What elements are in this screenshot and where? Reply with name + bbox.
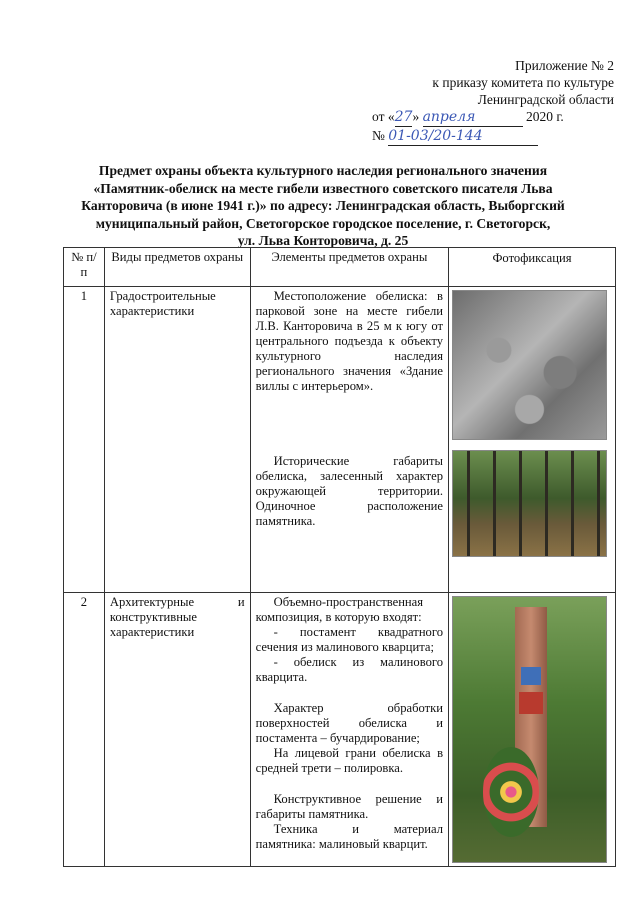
number-line: № 01-03/20-144 xyxy=(372,127,614,146)
appendix-number: Приложение № 2 xyxy=(515,58,614,73)
appendix-header xyxy=(354,57,614,146)
header-kind: Виды предметов охраны xyxy=(104,248,250,287)
row-kind: Архитектурные и конструктивные характеристики xyxy=(104,593,250,867)
header-elements: Элементы предметов охраны xyxy=(250,248,448,287)
document-title: Предмет охраны объекта культурного наследия регионального значения «Памятник-обелиск на месте гибели известного советского писателя Льва Канторовича (в июне 1941 г.)» по адресу: Ленинградская область, Выборгский муниципальный район, Светогорское городское поселение, г. Светогорск, ул. Льва Конторовича, д. 25 xyxy=(81,163,565,248)
row-elements: Местоположение обелиска: в парковой зоне на месте гибели Л.В. Канторовича в 25 м к югу от центрального подъезда к объекту культурного наследия регионального значения «Здание виллы с интерьером». Исторические габариты обелиска, залесенный характер окружающей территории. Одиночное расположение памятника. xyxy=(250,287,448,593)
protection-table xyxy=(63,247,616,867)
flower-wreath xyxy=(483,747,539,837)
row-number: 1 xyxy=(64,287,105,593)
date-line: от «27» апреля 2020 г. xyxy=(372,109,564,125)
obelisk-photo xyxy=(452,596,607,863)
order-line: к приказу комитета по культуре xyxy=(432,75,614,90)
row-photos xyxy=(449,593,616,867)
obelisk-plate-red xyxy=(519,692,543,714)
date-day: 27 xyxy=(394,109,413,125)
forest-photo xyxy=(452,450,607,557)
header-photo: Фотофиксация xyxy=(449,248,616,287)
region-line: Ленинградской области xyxy=(477,92,614,107)
date-year: 2020 г. xyxy=(525,109,564,124)
table-header-row xyxy=(64,248,616,287)
row-elements: Объемно-пространственная композиция, в которую входят: - постамент квадратного сечения из малинового кварцита; - обелиск из малинового кварцита. Характер обработки поверхностей обелиска и постамента – бучардирование; На лицевой грани обелиска в средней трети – полировка. Конструктивное решение и габариты памятника. Техника и материал памятника: малиновый кварцит. xyxy=(250,593,448,867)
date-month: апреля xyxy=(423,109,523,127)
table-row xyxy=(64,593,616,867)
row-number: 2 xyxy=(64,593,105,867)
row-kind: Градостроительные характеристики xyxy=(104,287,250,593)
header-num: № п/п xyxy=(64,248,105,287)
aerial-photo xyxy=(452,290,607,440)
table-row xyxy=(64,287,616,593)
order-number: 01-03/20-144 xyxy=(388,128,538,146)
row-photos xyxy=(449,287,616,593)
obelisk-plate-blue xyxy=(521,667,541,685)
